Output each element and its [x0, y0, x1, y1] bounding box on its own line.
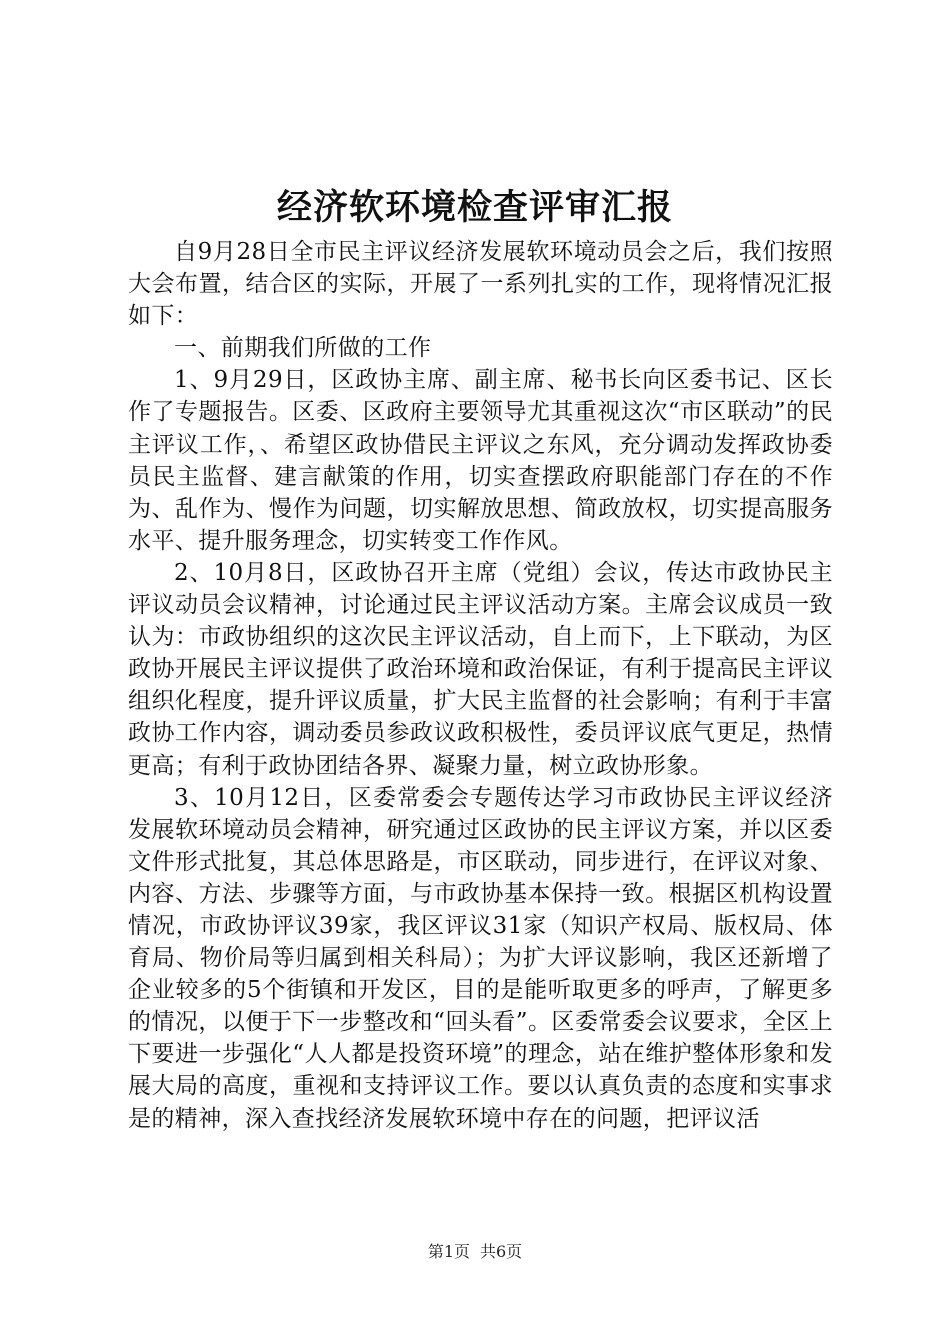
- page-footer: [0, 1240, 950, 1264]
- page-total: 共6页: [480, 1242, 523, 1261]
- page-number: 第1页: [427, 1242, 470, 1261]
- document-title: 经济软环境检查评审汇报: [276, 187, 673, 228]
- paragraph-item-2: 2、10月8日，区政协召开主席（党组）会议，传达市政协民主评议动员会议精神，讨论通过民主评议活动方案。主席会议成员一致认为：市政协组织的这次民主评议活动，自上而下，上下联动，为区政协开展民主评议提供了政治环境和政治保证，有利于提高民主评议组织化程度，提升评议质量，扩大民主监督的社会影响；有利于丰富政协工作内容，调动委员参政议政积极性，委员评议底气更足，热情更高；有利于政协团结各界、凝聚力量，树立政协形象。: [128, 559, 833, 779]
- paragraph-item-1: 1、9月29日，区政协主席、副主席、秘书长向区委书记、区长作了专题报告。区委、区政府主要领导尤其重视这次“市区联动”的民主评议工作，、希望区政协借民主评议之东风，充分调动发挥政协委员民主监督、建言献策的作用，切实查摆政府职能部门存在的不作为、乱作为、慢作为问题，切实解放思想、简政放权，切实提高服务水平、提升服务理念，切实转变工作作风。: [128, 367, 833, 554]
- paragraph-section-heading: 一、前期我们所做的工作: [174, 335, 432, 362]
- paragraph-item-3: 3、10月12日，区委常委会专题传达学习市政协民主评议经济发展软环境动员会精神，研究通过区政协的民主评议方案，并以区委文件形式批复，其总体思路是，市区联动，同步进行，在评议对象、内容、方法、步骤等方面，与市政协基本保持一致。根据区机构设置情况，市政协评议39家，我区评议31家（知识产权局、版权局、体育局、物价局等归属到相关科局）；为扩大评议影响，我区还新增了企业较多的5个街镇和开发区，目的是能听取更多的呼声，了解更多的情况，以便于下一步整改和“回头看”。区委常委会议要求，全区上下要进一步强化“人人都是投资环境”的理念，站在维护整体形象和发展大局的高度，重视和支持评议工作。要以认真负责的态度和实事求是的精神，深入查找经济发展软环境中存在的问题，把评议活: [128, 784, 833, 1132]
- document-body: [128, 236, 833, 1135]
- paragraph-intro: 自9月28日全市民主评议经济发展软环境动员会之后，我们按照大会布置，结合区的实际，开展了一系列扎实的工作，现将情况汇报如下：: [128, 239, 833, 330]
